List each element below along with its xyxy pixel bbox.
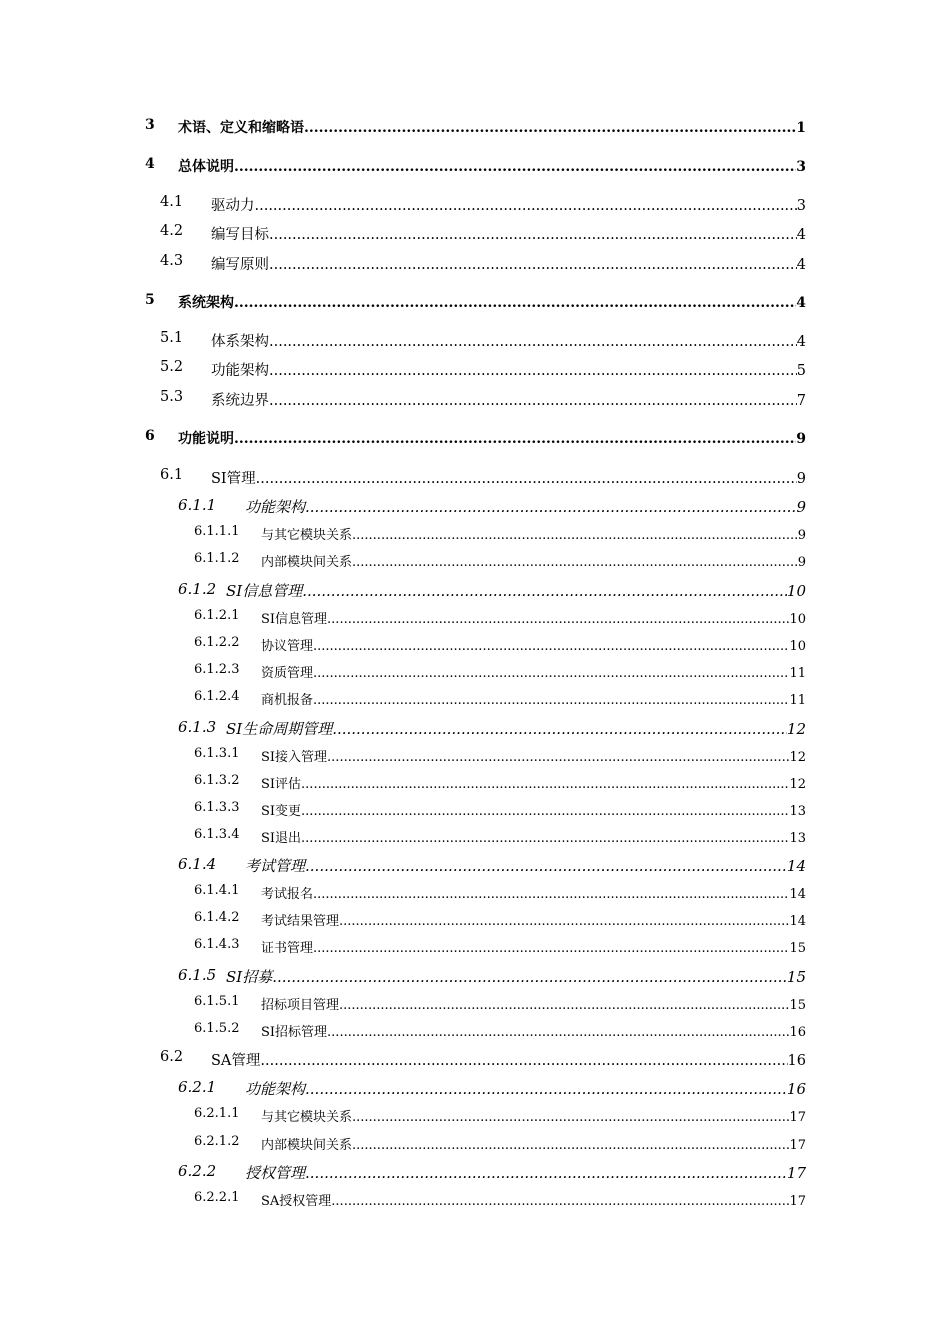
toc-entry-body <box>261 1106 806 1125</box>
toc-entry-number: 6.1.5.2 <box>194 1021 240 1036</box>
toc-entry-number: 6.1.2 <box>178 580 217 598</box>
dot-leader <box>313 941 789 956</box>
dot-leader <box>269 227 797 243</box>
toc-entry-title: SA授权管理 <box>261 1194 332 1209</box>
toc-entry-number: 6.1.1 <box>178 496 217 514</box>
toc-entry-title: 术语、定义和缩略语 <box>178 120 304 136</box>
toc-entry-number: 6.1.5.1 <box>194 994 240 1009</box>
toc-entry-title: 系统边界 <box>211 393 269 409</box>
dot-leader <box>339 914 789 929</box>
toc-entry-number: 6.1.2.1 <box>194 608 240 623</box>
toc-entry-title: 商机报备 <box>261 693 314 708</box>
toc-entry-number: 6.1.1.1 <box>194 524 240 539</box>
toc-entry-body <box>261 1021 806 1040</box>
dot-leader <box>269 334 797 350</box>
toc-entry-page-number: 11 <box>789 693 806 708</box>
toc-entry-title: 功能架构 <box>245 1080 306 1098</box>
dot-leader <box>313 639 789 654</box>
toc-entry-title: 资质管理 <box>261 666 314 681</box>
toc-entry-page-number: 1 <box>796 120 806 136</box>
toc-entry-body <box>178 117 806 137</box>
toc-entry-title: 编写原则 <box>211 257 269 273</box>
toc-entry-title: SI接入管理 <box>261 750 328 765</box>
toc-entry-page-number: 16 <box>787 1053 806 1069</box>
toc-entry-body <box>261 937 806 956</box>
dot-leader <box>327 750 789 765</box>
toc-entry-title: 招标项目管理 <box>261 998 340 1013</box>
toc-entry-number: 6.2.2.1 <box>194 1190 240 1205</box>
toc-entry-number: 3 <box>145 117 155 133</box>
toc-entry-number: 5.2 <box>160 359 184 375</box>
toc-entry-number: 6.1.4 <box>178 855 217 873</box>
toc-entry-body <box>245 855 806 876</box>
toc-entry-page-number: 17 <box>789 1194 806 1209</box>
toc-entry-page-number: 10 <box>789 639 806 654</box>
dot-leader <box>269 363 797 379</box>
toc-entry-body <box>261 608 806 627</box>
toc-entry-number: 6.1.1.2 <box>194 551 240 566</box>
toc-entry-page-number: 13 <box>789 831 806 846</box>
toc-entry-page-number: 17 <box>789 1138 806 1153</box>
toc-entry-title: 协议管理 <box>261 639 314 654</box>
dot-leader <box>269 393 797 409</box>
toc-entry-title: 编写目标 <box>211 227 269 243</box>
dot-leader <box>332 720 787 738</box>
toc-entry-body <box>261 1134 806 1153</box>
toc-entry-body <box>178 156 806 176</box>
dot-leader <box>255 198 797 214</box>
toc-entry-page-number: 14 <box>789 914 806 929</box>
toc-entry-page-number: 3 <box>796 159 806 175</box>
toc-entry-title: 授权管理 <box>245 1164 306 1182</box>
dot-leader <box>339 998 789 1013</box>
toc-entry-page-number: 3 <box>796 198 806 214</box>
toc-entry-body <box>226 580 806 601</box>
toc-entry-number: 6.1.3.4 <box>194 827 240 842</box>
toc-entry-title: 与其它模块关系 <box>261 528 353 543</box>
dot-leader <box>304 120 796 136</box>
dot-leader <box>327 612 789 627</box>
toc-entry-page-number: 14 <box>789 887 806 902</box>
dot-leader <box>352 555 798 570</box>
dot-leader <box>352 1138 789 1153</box>
toc-entry-title: 体系架构 <box>211 334 269 350</box>
toc-entry-title: 内部模块间关系 <box>261 555 353 570</box>
toc-entry-page-number: 4 <box>796 334 806 350</box>
toc-entry-title: 功能架构 <box>211 363 269 379</box>
toc-entry-title: SI退出 <box>261 831 302 846</box>
dot-leader <box>352 528 798 543</box>
toc-entry-body <box>211 1049 806 1070</box>
toc-entry-title: 功能说明 <box>178 431 234 447</box>
toc-entry-body <box>178 292 806 312</box>
toc-entry-title: SI招募 <box>226 968 273 986</box>
dot-leader <box>313 693 789 708</box>
toc-entry-page-number: 11 <box>789 666 806 681</box>
toc-entry-page-number: 14 <box>786 857 806 875</box>
toc-entry-body <box>261 689 806 708</box>
toc-entry-page-number: 5 <box>796 363 806 379</box>
toc-entry-page-number: 7 <box>796 393 806 409</box>
toc-entry-body <box>261 883 806 902</box>
toc-entry-title: 证书管理 <box>261 941 314 956</box>
toc-entry-title: SI评估 <box>261 777 302 792</box>
toc-entry-title: 考试管理 <box>245 857 306 875</box>
toc-entry-page-number: 17 <box>789 1110 806 1125</box>
toc-entry-page-number: 4 <box>796 257 806 273</box>
toc-entry-number: 6.2.2 <box>178 1162 217 1180</box>
dot-leader <box>313 887 789 902</box>
toc-entry-body <box>261 994 806 1013</box>
toc-entry-title: 考试报名 <box>261 887 314 902</box>
dot-leader <box>313 666 789 681</box>
toc-entry-body <box>261 635 806 654</box>
toc-entry-page-number: 9 <box>796 431 806 447</box>
toc-entry-title: 总体说明 <box>178 159 234 175</box>
toc-entry-number: 6.1.4.1 <box>194 883 240 898</box>
toc-entry-body <box>211 389 806 410</box>
toc-entry-page-number: 10 <box>789 612 806 627</box>
toc-entry-number: 4.2 <box>160 223 184 239</box>
toc-entry-title: SI信息管理 <box>261 612 328 627</box>
toc-entry-body <box>226 966 806 987</box>
dot-leader <box>327 1025 789 1040</box>
toc-entry-number: 5.1 <box>160 330 184 346</box>
toc-entry-title: 内部模块间关系 <box>261 1138 353 1153</box>
toc-entry-body <box>211 467 806 488</box>
toc-entry-body <box>261 773 806 792</box>
toc-entry-page-number: 16 <box>789 1025 806 1040</box>
toc-entry-page-number: 12 <box>789 777 806 792</box>
toc-entry-page-number: 10 <box>786 582 806 600</box>
dot-leader <box>331 1194 789 1209</box>
dot-leader <box>352 1110 789 1125</box>
toc-entry-page-number: 9 <box>796 471 806 487</box>
toc-entry-number: 6.1.3.1 <box>194 746 240 761</box>
toc-entry-body <box>261 662 806 681</box>
toc-entry-number: 4 <box>145 156 155 172</box>
toc-entry-page-number: 15 <box>786 968 806 986</box>
toc-entry-number: 6.1.5 <box>178 966 217 984</box>
toc-entry-number: 6.1.4.2 <box>194 910 240 925</box>
dot-leader <box>269 257 797 273</box>
toc-entry-title: SI生命周期管理 <box>226 720 333 738</box>
dot-leader <box>272 968 787 986</box>
toc-entry-number: 6 <box>145 428 155 444</box>
toc-entry-title: 驱动力 <box>211 198 255 214</box>
dot-leader <box>301 777 789 792</box>
toc-entry-number: 5 <box>145 292 155 308</box>
toc-entry-number: 6.1.2.4 <box>194 689 240 704</box>
toc-entry-number: 6.1.3 <box>178 718 217 736</box>
toc-entry-title: 系统架构 <box>178 295 234 311</box>
dot-leader <box>260 1053 787 1069</box>
toc-entry-page-number: 9 <box>797 528 806 543</box>
toc-entry-title: 考试结果管理 <box>261 914 340 929</box>
toc-entry-body <box>261 800 806 819</box>
toc-entry-body <box>261 910 806 929</box>
toc-entry-body <box>211 330 806 351</box>
toc-entry-number: 6.1.3.3 <box>194 800 240 815</box>
dot-leader <box>301 831 789 846</box>
dot-leader <box>305 498 796 516</box>
toc-entry-title: SI信息管理 <box>226 582 303 600</box>
toc-entry-number: 6.2.1.1 <box>194 1106 240 1121</box>
dot-leader <box>234 159 796 175</box>
toc-entry-number: 6.2.1.2 <box>194 1134 240 1149</box>
toc-entry-title: 功能架构 <box>245 498 306 516</box>
toc-entry-body <box>211 194 806 215</box>
dot-leader <box>256 471 797 487</box>
toc-entry-page-number: 4 <box>796 295 806 311</box>
toc-entry-body <box>261 827 806 846</box>
toc-entry-number: 4.3 <box>160 253 184 269</box>
toc-entry-page-number: 16 <box>786 1080 806 1098</box>
toc-entry-body <box>261 551 806 570</box>
toc-entry-page-number: 9 <box>797 555 806 570</box>
dot-leader <box>305 1080 787 1098</box>
toc-entry-body <box>261 746 806 765</box>
toc-entry-title: SI变更 <box>261 804 302 819</box>
toc-entry-number: 4.1 <box>160 194 184 210</box>
toc-entry-page-number: 9 <box>796 498 806 516</box>
toc-entry-body <box>245 1078 806 1099</box>
toc-entry-page-number: 15 <box>789 941 806 956</box>
dot-leader <box>305 1164 787 1182</box>
toc-entry-page-number: 12 <box>786 720 806 738</box>
toc-entry-body <box>261 524 806 543</box>
toc-entry-body <box>211 359 806 380</box>
toc-entry-body <box>211 253 806 274</box>
toc-entry-page-number: 13 <box>789 804 806 819</box>
dot-leader <box>302 582 787 600</box>
toc-entry-number: 6.1.2.2 <box>194 635 240 650</box>
toc-entry-body <box>245 496 806 517</box>
dot-leader <box>305 857 787 875</box>
toc-entry-title: 与其它模块关系 <box>261 1110 353 1125</box>
toc-entry-page-number: 4 <box>796 227 806 243</box>
toc-entry-number: 6.1.4.3 <box>194 937 240 952</box>
toc-entry-number: 6.1.2.3 <box>194 662 240 677</box>
toc-entry-body <box>211 223 806 244</box>
toc-entry-number: 5.3 <box>160 389 184 405</box>
toc-entry-title: SI管理 <box>211 471 256 487</box>
toc-entry-number: 6.1 <box>160 467 184 483</box>
toc-entry-page-number: 12 <box>789 750 806 765</box>
toc-entry-number: 6.2 <box>160 1049 184 1065</box>
dot-leader <box>301 804 789 819</box>
toc-entry-number: 6.1.3.2 <box>194 773 240 788</box>
toc-entry-body <box>226 718 806 739</box>
toc-entry-page-number: 17 <box>786 1164 806 1182</box>
toc-entry-body <box>178 428 806 448</box>
toc-entry-title: SA管理 <box>211 1053 261 1069</box>
dot-leader <box>234 431 796 447</box>
toc-entry-number: 6.2.1 <box>178 1078 217 1096</box>
dot-leader <box>234 295 796 311</box>
toc-entry-body <box>261 1190 806 1209</box>
toc-entry-page-number: 15 <box>789 998 806 1013</box>
toc-entry-title: SI招标管理 <box>261 1025 328 1040</box>
toc-entry-body <box>245 1162 806 1183</box>
